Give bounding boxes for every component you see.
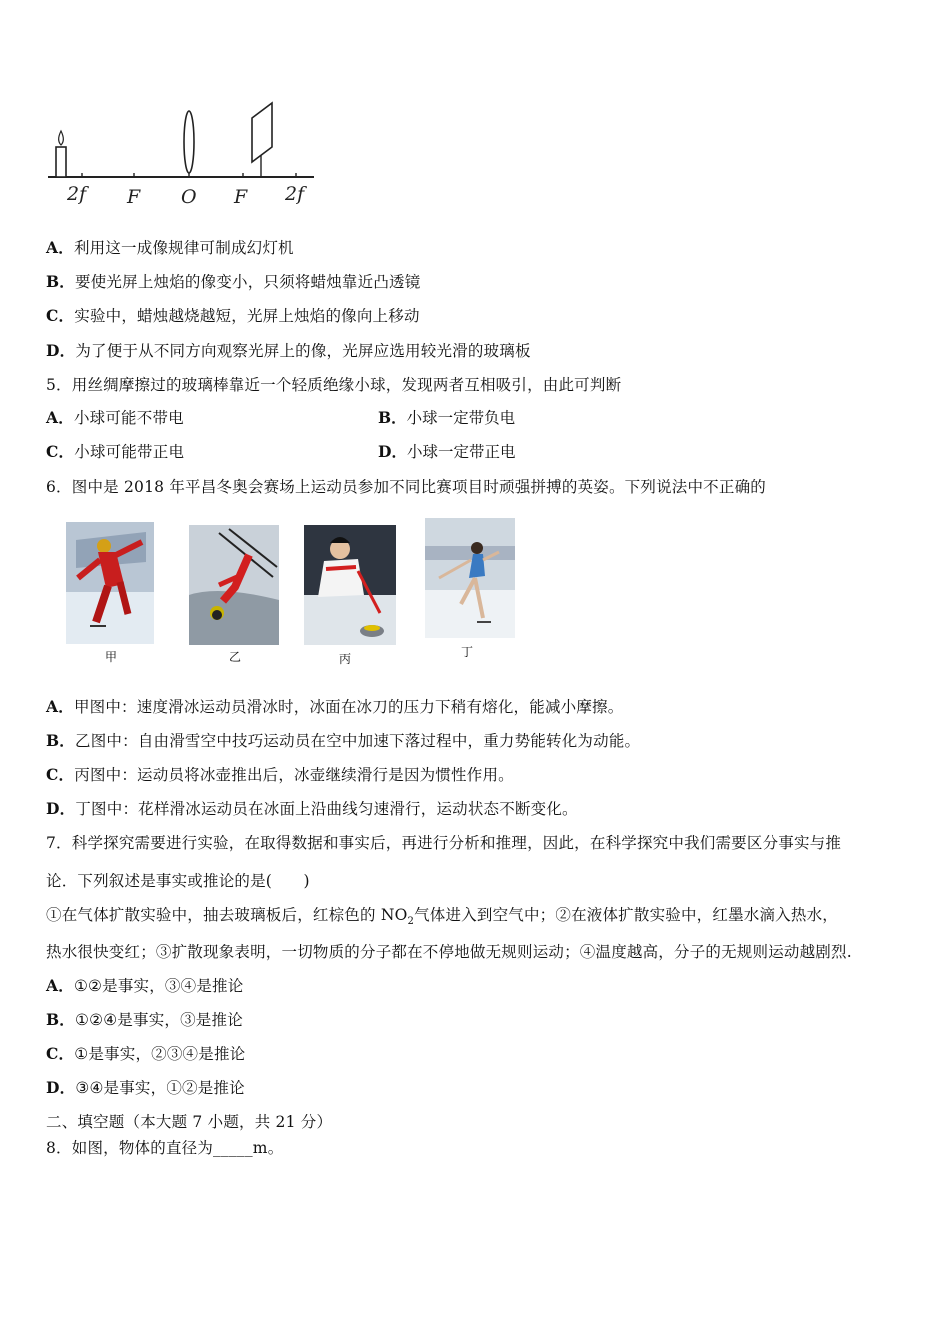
q7-stem-line1: 7．科学探究需要进行实验，在取得数据和事实后，再进行分析和推理，因此，在科学探究中我们需要区分事实与推 <box>46 834 842 852</box>
q7-option-c: C．①是事实，②③④是推论 <box>46 1044 246 1063</box>
axis-label-f-left: F <box>127 186 141 208</box>
flame-icon <box>59 131 64 145</box>
photo-caption-bing: 丙 <box>339 652 352 666</box>
q5-option-c: C．小球可能带正电 <box>46 442 185 461</box>
q6-option-c: C．丙图中：运动员将冰壶推出后，冰壶继续滑行是因为惯性作用。 <box>46 765 514 784</box>
curling-photo <box>304 525 396 645</box>
screen-icon <box>252 103 272 162</box>
section-2-title: 二、填空题（本大题 7 小题，共 21 分） <box>46 1113 333 1131</box>
q4-option-c: C．实验中，蜡烛越烧越短，光屏上烛焰的像向上移动 <box>46 306 420 325</box>
q6-option-b: B．乙图中：自由滑雪空中技巧运动员在空中加速下落过程中，重力势能转化为动能。 <box>46 731 641 750</box>
q7-option-b: B．①②④是事实，③是推论 <box>46 1010 243 1029</box>
q7-stem-line2: 论．下列叙述是事实或推论的是( ) <box>46 872 310 890</box>
q7-option-d: D．③④是事实，①②是推论 <box>46 1078 245 1097</box>
q5-option-b: B．小球一定带负电 <box>378 408 516 427</box>
q7-material-line1: ①在气体扩散实验中，抽去玻璃板后，红棕色的 $NO_2$气体进入到空气中；②在液体扩散实验中，红墨水滴入热水， <box>46 906 838 928</box>
axis-label-2f-left: 2f <box>67 183 87 205</box>
convex-lens-icon <box>184 111 194 173</box>
q6-stem: 6．图中是 2018 年平昌冬奥会赛场上运动员参加不同比赛项目时顽强拼搏的英姿。下列说法中不正确的 <box>46 478 766 496</box>
q4-option-b: B．要使光屏上烛焰的像变小，只须将蜡烛靠近凸透镜 <box>46 272 421 291</box>
figure-skating-photo <box>425 518 515 638</box>
candle-icon <box>56 147 66 177</box>
q4-option-d: D．为了便于从不同方向观察光屏上的像，光屏应选用较光滑的玻璃板 <box>46 341 531 360</box>
lens-imaging-diagram <box>44 100 319 212</box>
photo-caption-ding: 丁 <box>461 645 474 659</box>
q5-stem: 5．用丝绸摩擦过的玻璃棒靠近一个轻质绝缘小球，发现两者互相吸引，由此可判断 <box>46 376 622 394</box>
q5-option-a: A．小球可能不带电 <box>46 408 184 427</box>
q8-stem: 8．如图，物体的直径为_____m。 <box>46 1139 284 1157</box>
q7-material-line2: 热水很快变红；③扩散现象表明，一切物质的分子都在不停地做无规则运动；④温度越高，分子的无规则运动越剧烈. <box>46 943 852 961</box>
axis-label-2f-right: 2f <box>285 183 305 205</box>
photo-caption-jia: 甲 <box>105 650 118 664</box>
q4-option-a: A．利用这一成像规律可制成幻灯机 <box>46 238 294 257</box>
aerial-skiing-photo <box>189 525 279 645</box>
speed-skating-photo <box>66 522 154 644</box>
q6-option-a: A．甲图中：速度滑冰运动员滑冰时，冰面在冰刀的压力下稍有熔化，能减小摩擦。 <box>46 697 624 716</box>
q6-option-d: D．丁图中：花样滑冰运动员在冰面上沿曲线匀速滑行，运动状态不断变化。 <box>46 799 578 818</box>
axis-label-o: O <box>181 186 197 208</box>
q5-option-d: D．小球一定带正电 <box>378 442 516 461</box>
q7-option-a: A．①②是事实，③④是推论 <box>46 976 244 995</box>
axis-label-f-right: F <box>234 186 248 208</box>
photo-caption-yi: 乙 <box>229 650 242 664</box>
